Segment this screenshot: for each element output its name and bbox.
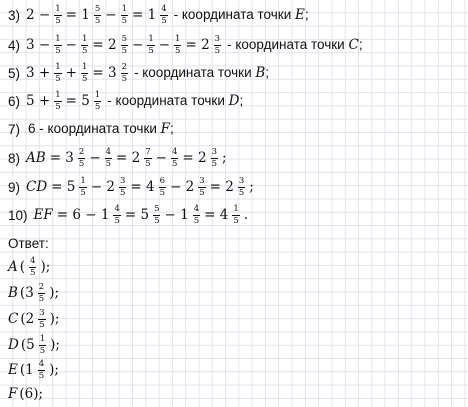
step-4 bbox=[8, 32, 363, 58]
math-text: 5 + bbox=[26, 93, 51, 109]
fraction bbox=[238, 177, 245, 197]
math-text: = 6 − 1 bbox=[56, 207, 110, 223]
numerator: 1 bbox=[55, 90, 61, 100]
numerator: 1 bbox=[81, 34, 88, 44]
math-text: = 2 bbox=[116, 150, 141, 166]
denominator: 5 bbox=[78, 158, 85, 169]
fraction bbox=[121, 5, 128, 25]
point-name: F bbox=[160, 121, 171, 137]
numerator: 1 bbox=[80, 176, 86, 186]
denominator: 5 bbox=[121, 15, 127, 26]
denominator: 5 bbox=[175, 45, 181, 56]
answer-value bbox=[18, 360, 61, 380]
math-text: 3 − bbox=[26, 37, 51, 53]
denominator: 5 bbox=[148, 45, 154, 56]
fraction bbox=[54, 5, 61, 25]
answer-value bbox=[19, 335, 62, 355]
answer-label bbox=[8, 230, 53, 256]
step-9 bbox=[8, 174, 256, 200]
denominator: 5 bbox=[39, 345, 46, 356]
denominator: 5 bbox=[211, 158, 218, 169]
point-note bbox=[227, 37, 362, 53]
math-text: ); bbox=[40, 259, 51, 275]
math-text: ); bbox=[49, 311, 60, 327]
denominator: 5 bbox=[55, 73, 61, 84]
math-text: = 5 bbox=[51, 179, 76, 195]
math-text: (1 bbox=[19, 362, 34, 378]
fraction bbox=[29, 257, 36, 277]
math-text: = 3 bbox=[49, 150, 74, 166]
math-text: − bbox=[158, 37, 171, 53]
fraction bbox=[38, 360, 45, 380]
step-7 bbox=[8, 116, 174, 142]
answer-value bbox=[18, 283, 61, 303]
point-note bbox=[174, 7, 309, 23]
math-text: − 2 bbox=[170, 179, 195, 195]
math-text: − bbox=[155, 150, 167, 166]
denominator: 5 bbox=[38, 370, 45, 381]
numerator: 3 bbox=[199, 176, 205, 186]
step-number: 4) bbox=[8, 37, 21, 53]
fraction bbox=[54, 91, 61, 111]
numerator: 5 bbox=[94, 4, 101, 14]
step-10 bbox=[8, 202, 250, 228]
numerator: 3 bbox=[120, 176, 126, 186]
point-note bbox=[134, 65, 269, 81]
numerator: 1 bbox=[148, 34, 154, 44]
denominator: 5 bbox=[154, 215, 160, 226]
step-number: 7) bbox=[8, 121, 21, 137]
answer-value bbox=[18, 309, 61, 329]
point-name: B bbox=[255, 65, 266, 81]
answer-point: B bbox=[8, 285, 18, 301]
fraction bbox=[174, 35, 181, 55]
numerator: 1 bbox=[55, 62, 61, 72]
math-text: ; bbox=[222, 150, 227, 166]
answer-point: D bbox=[8, 337, 19, 353]
math-text: (2 bbox=[20, 311, 35, 327]
math-text: (6); bbox=[19, 386, 44, 402]
math-text: = 4 bbox=[130, 179, 155, 195]
point-note-end: ; bbox=[170, 121, 174, 136]
numerator: 2 bbox=[121, 62, 127, 72]
denominator: 5 bbox=[121, 45, 127, 56]
answer-value bbox=[18, 257, 53, 277]
answer-label-text: Ответ: bbox=[8, 235, 49, 251]
denominator: 5 bbox=[38, 293, 45, 304]
answer-point: A bbox=[8, 259, 18, 275]
numerator: 4 bbox=[30, 256, 36, 266]
math-text: EF bbox=[33, 207, 53, 223]
answer-c bbox=[8, 306, 61, 332]
answer-e bbox=[8, 357, 61, 383]
fraction bbox=[94, 5, 101, 25]
fraction bbox=[81, 63, 88, 83]
fraction bbox=[94, 91, 101, 111]
numerator: 3 bbox=[211, 147, 218, 157]
fraction bbox=[113, 205, 120, 225]
denominator: 5 bbox=[55, 101, 61, 112]
numerator: 2 bbox=[38, 282, 45, 292]
denominator: 5 bbox=[80, 187, 86, 198]
numerator: 1 bbox=[39, 334, 46, 344]
step-3 bbox=[8, 2, 309, 28]
denominator: 5 bbox=[238, 187, 245, 198]
numerator: 3 bbox=[214, 34, 221, 44]
fraction bbox=[121, 35, 128, 55]
point-note-text: - координата точки bbox=[227, 37, 349, 52]
fraction bbox=[198, 177, 205, 197]
math-text: AB bbox=[26, 150, 46, 166]
math-text: = 2 bbox=[185, 37, 210, 53]
numerator: 4 bbox=[105, 147, 112, 157]
step-number: 8) bbox=[8, 150, 21, 166]
point-note-text: - координата точки bbox=[134, 65, 256, 80]
denominator: 5 bbox=[233, 215, 239, 226]
math-text: = 5 bbox=[124, 207, 150, 223]
fraction bbox=[232, 205, 239, 225]
numerator: 2 bbox=[78, 147, 85, 157]
fraction bbox=[160, 5, 167, 25]
math-text: 3 + bbox=[26, 65, 51, 81]
math-text: (5 bbox=[20, 337, 35, 353]
expression bbox=[24, 35, 223, 55]
fraction bbox=[78, 148, 85, 168]
step-number: 10) bbox=[8, 207, 28, 223]
fraction bbox=[144, 148, 151, 168]
fraction bbox=[119, 177, 126, 197]
math-text: = 1 bbox=[132, 7, 157, 23]
point-note bbox=[107, 93, 243, 109]
numerator: 5 bbox=[121, 34, 127, 44]
denominator: 5 bbox=[55, 45, 61, 56]
expression bbox=[24, 91, 103, 111]
answer-a bbox=[8, 254, 52, 280]
step-number: 6) bbox=[8, 93, 21, 109]
answer-d bbox=[8, 332, 62, 358]
denominator: 5 bbox=[94, 15, 101, 26]
answer-point: E bbox=[8, 362, 18, 378]
denominator: 5 bbox=[193, 215, 200, 226]
numerator: 4 bbox=[38, 359, 45, 369]
point-note-end: ; bbox=[265, 65, 270, 80]
denominator: 5 bbox=[81, 45, 88, 56]
numerator: 4 bbox=[193, 204, 200, 214]
fraction bbox=[214, 35, 221, 55]
math-text: = 2 bbox=[209, 179, 234, 195]
numerator: 4 bbox=[171, 147, 178, 157]
expression bbox=[24, 148, 229, 168]
point-note-text: 6 - координата точки bbox=[28, 121, 161, 136]
fraction bbox=[38, 283, 45, 303]
fraction bbox=[54, 35, 61, 55]
fraction bbox=[159, 177, 166, 197]
fraction bbox=[79, 177, 86, 197]
numerator: 6 bbox=[159, 176, 166, 186]
math-text: (3 bbox=[19, 285, 34, 301]
point-note-text: - координата точки bbox=[173, 7, 295, 22]
point-note-end: ; bbox=[304, 7, 309, 22]
numerator: 4 bbox=[161, 4, 167, 14]
math-text: − 2 bbox=[90, 179, 115, 195]
numerator: 3 bbox=[39, 308, 45, 318]
denominator: 5 bbox=[171, 158, 178, 169]
denominator: 5 bbox=[214, 45, 221, 56]
denominator: 5 bbox=[145, 158, 151, 169]
point-name: E bbox=[295, 7, 305, 23]
numerator: 1 bbox=[81, 62, 88, 72]
point-note bbox=[28, 121, 174, 137]
answer-b bbox=[8, 280, 61, 306]
step-number: 9) bbox=[8, 179, 21, 195]
expression bbox=[24, 177, 256, 197]
point-note-end: ; bbox=[239, 93, 244, 108]
point-name: D bbox=[228, 93, 240, 109]
denominator: 5 bbox=[39, 319, 45, 330]
fraction bbox=[54, 63, 61, 83]
math-text: CD bbox=[26, 179, 48, 195]
denominator: 5 bbox=[30, 267, 36, 278]
math-text: = 5 bbox=[65, 93, 90, 109]
point-note-end: ; bbox=[358, 37, 363, 52]
numerator: 1 bbox=[121, 4, 127, 14]
math-text: − 1 bbox=[164, 207, 189, 223]
answer-point: C bbox=[8, 311, 19, 327]
fraction bbox=[193, 205, 200, 225]
math-text: + bbox=[65, 65, 77, 81]
math-text: ; bbox=[249, 179, 254, 195]
math-text: = 4 bbox=[204, 207, 229, 223]
numerator: 1 bbox=[94, 90, 101, 100]
numerator: 1 bbox=[55, 34, 61, 44]
expression bbox=[24, 63, 130, 83]
step-8 bbox=[8, 145, 229, 171]
math-text: ( bbox=[19, 259, 26, 275]
step-number: 5) bbox=[8, 65, 21, 81]
math-text: − bbox=[89, 150, 101, 166]
numerator: 1 bbox=[233, 204, 239, 214]
fraction bbox=[211, 148, 218, 168]
math-text: ); bbox=[49, 285, 60, 301]
math-text: . bbox=[243, 207, 249, 223]
denominator: 5 bbox=[105, 158, 112, 169]
math-text: ); bbox=[50, 337, 60, 353]
expression bbox=[24, 5, 170, 25]
math-text: = 1 bbox=[65, 7, 90, 23]
expression bbox=[32, 205, 251, 225]
numerator: 1 bbox=[175, 34, 181, 44]
denominator: 5 bbox=[55, 15, 61, 26]
fraction bbox=[153, 205, 160, 225]
math-text: = 2 bbox=[92, 37, 117, 53]
fraction bbox=[81, 35, 88, 55]
step-5 bbox=[8, 60, 269, 86]
math-text: = 2 bbox=[182, 150, 207, 166]
numerator: 4 bbox=[114, 204, 120, 214]
math-text: ); bbox=[49, 362, 59, 378]
fraction bbox=[38, 309, 45, 329]
point-name: C bbox=[348, 37, 359, 53]
math-text: = 3 bbox=[92, 65, 117, 81]
denominator: 5 bbox=[121, 73, 127, 84]
point-note-text: - координата точки bbox=[107, 93, 229, 108]
step-number: 3) bbox=[8, 7, 21, 23]
answer-point: F bbox=[8, 386, 18, 402]
denominator: 5 bbox=[159, 187, 166, 198]
fraction bbox=[105, 148, 112, 168]
numerator: 1 bbox=[55, 4, 61, 14]
denominator: 5 bbox=[94, 101, 101, 112]
denominator: 5 bbox=[114, 215, 120, 226]
fraction bbox=[147, 35, 154, 55]
math-text: − bbox=[65, 37, 77, 53]
fraction bbox=[121, 63, 128, 83]
math-text: − bbox=[132, 37, 144, 53]
answer-f bbox=[8, 381, 45, 407]
denominator: 5 bbox=[120, 187, 126, 198]
fraction bbox=[39, 335, 46, 355]
math-text: 2 − bbox=[26, 7, 51, 23]
denominator: 5 bbox=[81, 73, 88, 84]
denominator: 5 bbox=[199, 187, 205, 198]
numerator: 5 bbox=[154, 204, 160, 214]
math-text: − bbox=[105, 7, 117, 23]
numerator: 7 bbox=[145, 147, 151, 157]
denominator: 5 bbox=[161, 15, 167, 26]
numerator: 3 bbox=[238, 176, 245, 186]
step-6 bbox=[8, 88, 243, 114]
fraction bbox=[171, 148, 178, 168]
